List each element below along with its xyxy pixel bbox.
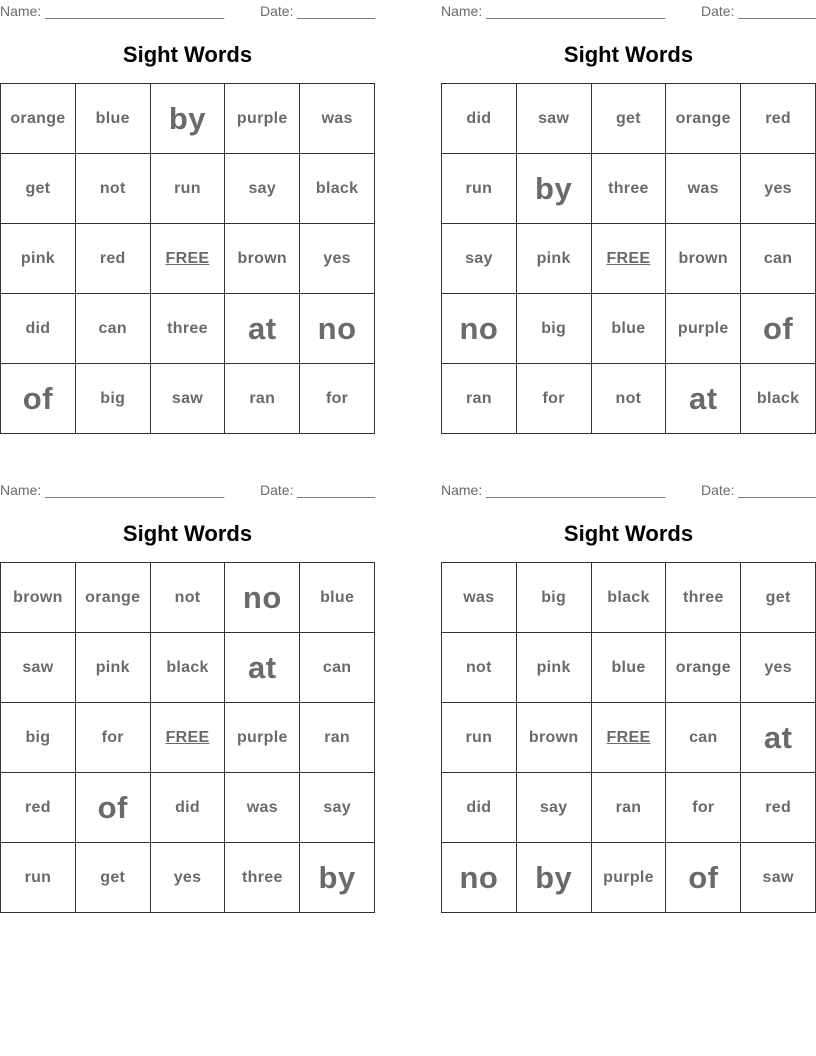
grid-row	[1, 563, 375, 633]
grid-row	[442, 294, 816, 364]
name-field: Name: _______________________	[0, 3, 225, 19]
word-cell: pink	[75, 633, 150, 703]
word-cell: for	[75, 703, 150, 773]
word-cell: blue	[75, 84, 150, 154]
word-cell: black	[300, 154, 375, 224]
word-cell: orange	[666, 84, 741, 154]
grid-row	[1, 703, 375, 773]
word-cell: brown	[1, 563, 76, 633]
word-cell: run	[1, 843, 76, 913]
word-cell: saw	[516, 84, 591, 154]
word-cell: three	[591, 154, 666, 224]
word-cell: not	[442, 633, 517, 703]
word-cell: ran	[225, 364, 300, 434]
grid-row	[442, 154, 816, 224]
word-cell: get	[741, 563, 816, 633]
word-cell: did	[442, 773, 517, 843]
word-cell: for	[300, 364, 375, 434]
card-title: Sight Words	[563, 42, 694, 67]
word-cell: not	[150, 563, 225, 633]
word-cell: did	[1, 294, 76, 364]
word-cell: run	[442, 154, 517, 224]
word-cell: at	[666, 364, 741, 434]
word-cell: brown	[516, 703, 591, 773]
word-cell: by	[300, 843, 375, 913]
word-cell: run	[442, 703, 517, 773]
word-cell: red	[75, 224, 150, 294]
free-space-cell: FREE	[150, 224, 225, 294]
word-cell: saw	[150, 364, 225, 434]
word-cell: big	[516, 294, 591, 364]
date-field: Date: __________	[260, 482, 376, 498]
word-cell: run	[150, 154, 225, 224]
bingo-card-3	[0, 479, 375, 914]
word-cell: can	[75, 294, 150, 364]
grid-row	[1, 84, 375, 154]
word-cell: pink	[1, 224, 76, 294]
word-cell: red	[741, 84, 816, 154]
grid-row	[1, 224, 375, 294]
word-cell: at	[225, 294, 300, 364]
bingo-grid	[441, 562, 816, 913]
word-cell: orange	[75, 563, 150, 633]
word-cell: can	[741, 224, 816, 294]
word-cell: for	[666, 773, 741, 843]
free-space-cell: FREE	[591, 224, 666, 294]
grid-row	[442, 84, 816, 154]
grid-row	[1, 154, 375, 224]
word-cell: of	[75, 773, 150, 843]
word-cell: pink	[516, 224, 591, 294]
word-cell: by	[516, 154, 591, 224]
grid-row	[442, 703, 816, 773]
word-cell: no	[442, 843, 517, 913]
word-cell: big	[75, 364, 150, 434]
grid-row	[1, 773, 375, 843]
grid-row	[1, 364, 375, 434]
grid-row	[442, 633, 816, 703]
grid-row	[1, 633, 375, 703]
free-space-cell: FREE	[150, 703, 225, 773]
word-cell: at	[741, 703, 816, 773]
word-cell: was	[300, 84, 375, 154]
word-cell: not	[75, 154, 150, 224]
word-cell: no	[300, 294, 375, 364]
word-cell: ran	[300, 703, 375, 773]
word-cell: brown	[666, 224, 741, 294]
word-cell: say	[442, 224, 517, 294]
word-cell: did	[442, 84, 517, 154]
date-field: Date: __________	[260, 3, 376, 19]
word-cell: no	[442, 294, 517, 364]
card-title: Sight Words	[122, 521, 253, 546]
grid-row	[442, 773, 816, 843]
word-cell: three	[150, 294, 225, 364]
bingo-grid	[0, 83, 375, 434]
word-cell: by	[150, 84, 225, 154]
word-cell: red	[1, 773, 76, 843]
free-space-cell: FREE	[591, 703, 666, 773]
word-cell: of	[666, 843, 741, 913]
word-cell: get	[75, 843, 150, 913]
card-title: Sight Words	[563, 521, 694, 546]
word-cell: for	[516, 364, 591, 434]
word-cell: was	[666, 154, 741, 224]
word-cell: blue	[591, 633, 666, 703]
word-cell: pink	[516, 633, 591, 703]
word-cell: say	[300, 773, 375, 843]
name-field: Name: _______________________	[441, 3, 666, 19]
word-cell: blue	[591, 294, 666, 364]
word-cell: big	[516, 563, 591, 633]
word-cell: yes	[300, 224, 375, 294]
word-cell: can	[666, 703, 741, 773]
bingo-grid	[441, 83, 816, 434]
word-cell: black	[741, 364, 816, 434]
word-cell: three	[225, 843, 300, 913]
grid-row	[442, 364, 816, 434]
word-cell: three	[666, 563, 741, 633]
word-cell: purple	[225, 703, 300, 773]
word-cell: red	[741, 773, 816, 843]
bingo-card-4	[441, 479, 816, 914]
word-cell: get	[591, 84, 666, 154]
word-cell: black	[150, 633, 225, 703]
bingo-card-1	[0, 0, 375, 435]
word-cell: saw	[1, 633, 76, 703]
word-cell: of	[1, 364, 76, 434]
grid-row	[442, 224, 816, 294]
word-cell: purple	[225, 84, 300, 154]
word-cell: ran	[442, 364, 517, 434]
word-cell: by	[516, 843, 591, 913]
bingo-grid	[0, 562, 375, 913]
name-field: Name: _______________________	[441, 482, 666, 498]
word-cell: did	[150, 773, 225, 843]
grid-row	[442, 563, 816, 633]
bingo-card-2	[441, 0, 816, 435]
word-cell: orange	[1, 84, 76, 154]
word-cell: no	[225, 563, 300, 633]
word-cell: was	[442, 563, 517, 633]
word-cell: not	[591, 364, 666, 434]
word-cell: purple	[591, 843, 666, 913]
word-cell: purple	[666, 294, 741, 364]
word-cell: can	[300, 633, 375, 703]
word-cell: saw	[741, 843, 816, 913]
grid-row	[1, 843, 375, 913]
word-cell: orange	[666, 633, 741, 703]
word-cell: at	[225, 633, 300, 703]
word-cell: was	[225, 773, 300, 843]
word-cell: black	[591, 563, 666, 633]
word-cell: brown	[225, 224, 300, 294]
grid-row	[442, 843, 816, 913]
date-field: Date: __________	[701, 3, 816, 19]
word-cell: say	[516, 773, 591, 843]
word-cell: yes	[150, 843, 225, 913]
grid-row	[1, 294, 375, 364]
word-cell: blue	[300, 563, 375, 633]
word-cell: say	[225, 154, 300, 224]
word-cell: get	[1, 154, 76, 224]
date-field: Date: __________	[701, 482, 816, 498]
word-cell: yes	[741, 633, 816, 703]
word-cell: big	[1, 703, 76, 773]
word-cell: ran	[591, 773, 666, 843]
name-field: Name: _______________________	[0, 482, 225, 498]
word-cell: yes	[741, 154, 816, 224]
word-cell: of	[741, 294, 816, 364]
card-title: Sight Words	[122, 42, 253, 67]
